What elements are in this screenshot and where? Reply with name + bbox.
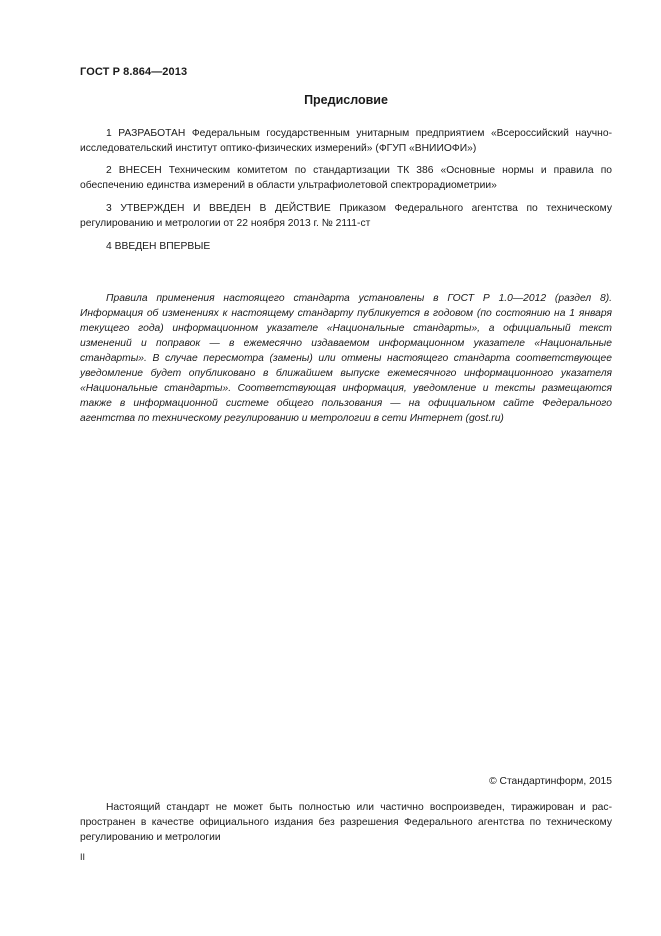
page-title: Предисловие xyxy=(304,93,388,107)
foreword-item-approved: 3 УТВЕРЖДЕН И ВВЕДЕН В ДЕЙСТВИЕ Приказом Федерального агентства по техническому регулированию и метрологии от 22 ноября 2013 г. № 2111-ст xyxy=(80,203,612,229)
application-rules-paragraph: Правила применения настоящего стандарта установлены в ГОСТ Р 1.0—2012 (раздел 8). Информация об изменениях к настоящему стандарту публикуется в годовом (по состоянию на 1 января текущего года) информационном указателе «Национальные стандарты», а официальный текст изменений и поправок — в ежемесячно издаваемом информационном указателе «Национальные стандарты». В случае пересмотра (замены) или отмены настоящего стандарта соответствующее уведомление будет опубликовано в ближайшем выпуске ежемесячного информационного указателя «Национальные стандарты». Соответствующая информация, уведомление и тексты размещаются также в информационной системе общего пользования — на официальном сайте Федерального агентства по техническому регулированию и метрологии в сети Интернет (gost.ru) xyxy=(80,293,612,424)
foreword-item-developed: 1 РАЗРАБОТАН Федеральным государственным унитарным предприятием «Всероссийский научно-исследовательский институт оптико-физических измерений» (ФГУП «ВНИИОФИ») xyxy=(80,128,612,154)
document-code: ГОСТ Р 8.864—2013 xyxy=(80,66,188,78)
foreword-item-first-introduced: 4 ВВЕДЕН ВПЕРВЫЕ xyxy=(106,241,211,252)
copyright-line: © Стандартинформ, 2015 xyxy=(489,776,612,787)
foreword-item-introduced: 2 ВНЕСЕН Техническим комитетом по стандартизации ТК 386 «Основные нормы и правила по обеспечению единства измерений в области ультрафиолетовой спектрорадиометрии» xyxy=(80,165,612,191)
reproduction-notice: Настоящий стандарт не может быть полностью или частично воспроизведен, тиражирован и распространен в качестве официального издания без разрешения Федерального агентства по техническому регулированию и метрологии xyxy=(80,802,612,843)
page-number: II xyxy=(80,852,86,862)
